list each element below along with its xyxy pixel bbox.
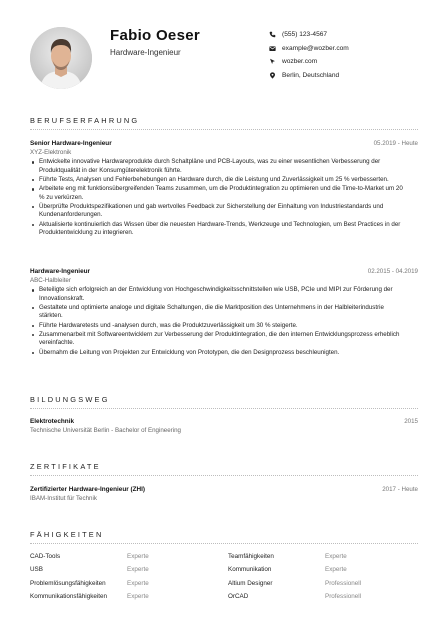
education-date: 2015: [404, 418, 418, 425]
education-entry: [30, 418, 418, 434]
link-icon: [268, 57, 277, 66]
job-entry-1: [30, 140, 418, 156]
skill-level: Experte: [127, 593, 149, 601]
certificate-date: 2017 - Heute: [382, 486, 418, 493]
skill-name: Teamfähigkeiten: [228, 553, 274, 560]
skill-row: [30, 553, 418, 566]
job-bullets-2: [30, 286, 406, 358]
location-icon: [268, 71, 277, 80]
section-divider: [30, 408, 418, 409]
job-title: Senior Hardware-Ingenieur: [30, 140, 112, 147]
contact-phone: [268, 28, 349, 42]
skill-level: Experte: [127, 579, 149, 587]
skills-grid: [30, 553, 418, 607]
job-entry-2: [30, 268, 418, 284]
section-title-skills: FÄHIGKEITEN: [30, 530, 104, 539]
skill-name: USB: [30, 566, 43, 574]
candidate-role: Hardware-Ingenieur: [110, 48, 181, 57]
job-date: 05.2019 - Heute: [373, 140, 418, 147]
portrait-image: [30, 27, 92, 89]
skill-name: Problemlösungsfähigkeiten: [30, 579, 106, 587]
email-text[interactable]: example@wozber.com: [282, 44, 349, 52]
certificate-title: Zertifizierter Hardware-Ingenieur (ZHI): [30, 486, 146, 493]
skill-name: Kommunikation: [228, 566, 272, 574]
list-item: Führte Hardwaretests und -analysen durch, was die Produktzuverlässigkeit um 30 % steigerte.: [30, 322, 406, 331]
skill-row: [30, 593, 418, 606]
phone-icon: [268, 30, 277, 39]
list-item: Überprüfte Produktspezifikationen und gab wertvolles Feedback zur Sicherstellung der Einhaltung von Industriestandards und Kundenanforderungen.: [30, 203, 406, 220]
education-institution: Technische Universität Berlin - Bachelor of Engineering: [30, 426, 181, 434]
skill-name: CAD-Tools: [30, 553, 61, 560]
list-item: Entwickelte innovative Hardwareprodukte durch Schaltpläne und PCB-Layouts, was zu einer wesentlichen Verbesserung der Produktqualität in der Konsumgüterelektronik führte.: [30, 158, 406, 175]
job-date: 02.2015 - 04.2019: [367, 268, 418, 275]
list-item: Zusammenarbeit mit Softwareentwicklern zur Verbesserung der Produktintegration, die den internen Entwicklungsprozess erheblich vereinfachte.: [30, 331, 406, 348]
section-divider: [30, 475, 418, 476]
section-title-certificates: ZERTIFIKATE: [30, 462, 101, 471]
skill-level: Experte: [325, 553, 347, 560]
skill-level: Experte: [325, 566, 347, 574]
profile-photo: [30, 27, 92, 89]
location-text: Berlin, Deutschland: [282, 71, 340, 79]
contact-email: [268, 42, 349, 56]
candidate-name: Fabio Oeser: [110, 27, 200, 44]
list-item: Führte Tests, Analysen und Fehlerbehebungen an Hardware durch, die die Leistung und Zuverlässigkeit um 25 % verbesserten.: [30, 176, 406, 185]
section-title-experience: BERUFSERFAHRUNG: [30, 116, 140, 125]
skill-level: Experte: [127, 566, 149, 574]
phone-text[interactable]: (555) 123-4567: [282, 31, 328, 39]
email-icon: [268, 44, 277, 53]
skill-level: Professionell: [325, 593, 362, 601]
section-divider: [30, 129, 418, 130]
list-item: Gestaltete und optimierte analoge und digitale Schaltungen, die die Marktposition des Unternehmens in der Halbleiterindustrie stärkten.: [30, 304, 406, 321]
list-item: Übernahm die Leitung von Projekten zur Entwicklung von Prototypen, die den Designprozess beschleunigten.: [30, 349, 406, 358]
certificate-entry: [30, 486, 418, 502]
contact-location: [268, 69, 349, 83]
list-item: Beteiligte sich erfolgreich an der Entwicklung von Hochgeschwindigkeitsschnittstellen wie USB, PCIe und MIPI zur Förderung der Innovationskraft.: [30, 286, 406, 303]
skill-row: [30, 566, 418, 579]
contact-website: [268, 55, 349, 69]
skill-name: OrCAD: [228, 593, 249, 601]
contact-list: [268, 28, 349, 82]
skill-level: Professionell: [325, 579, 362, 587]
education-title: Elektrotechnik: [30, 418, 75, 425]
section-title-education: BILDUNGSWEG: [30, 395, 110, 404]
section-divider: [30, 543, 418, 544]
skill-name: Kommunikationsfähigkeiten: [30, 593, 108, 601]
job-title: Hardware-Ingenieur: [30, 268, 91, 275]
list-item: Arbeitete eng mit funktionsübergreifenden Teams zusammen, um die Produktintegration zu optimieren und die Time-to-Market um 20 % zu verkürzen.: [30, 185, 406, 202]
job-company: XYZ-Elektronik: [30, 148, 72, 156]
skill-row: [30, 580, 418, 593]
job-bullets-1: [30, 158, 406, 238]
skill-name: Altium Designer: [228, 579, 273, 587]
job-company: ABC-Halbleiter: [30, 276, 71, 284]
certificate-institution: IBAM-Institut für Technik: [30, 494, 97, 502]
website-text[interactable]: wozber.com: [282, 58, 318, 66]
skill-level: Experte: [127, 553, 149, 560]
list-item: Aktualisierte kontinuierlich das Wissen über die neuesten Hardware-Trends, Werkzeuge und Technologien, um Best Practices in der Produktentwicklung zu integrieren.: [30, 221, 406, 238]
